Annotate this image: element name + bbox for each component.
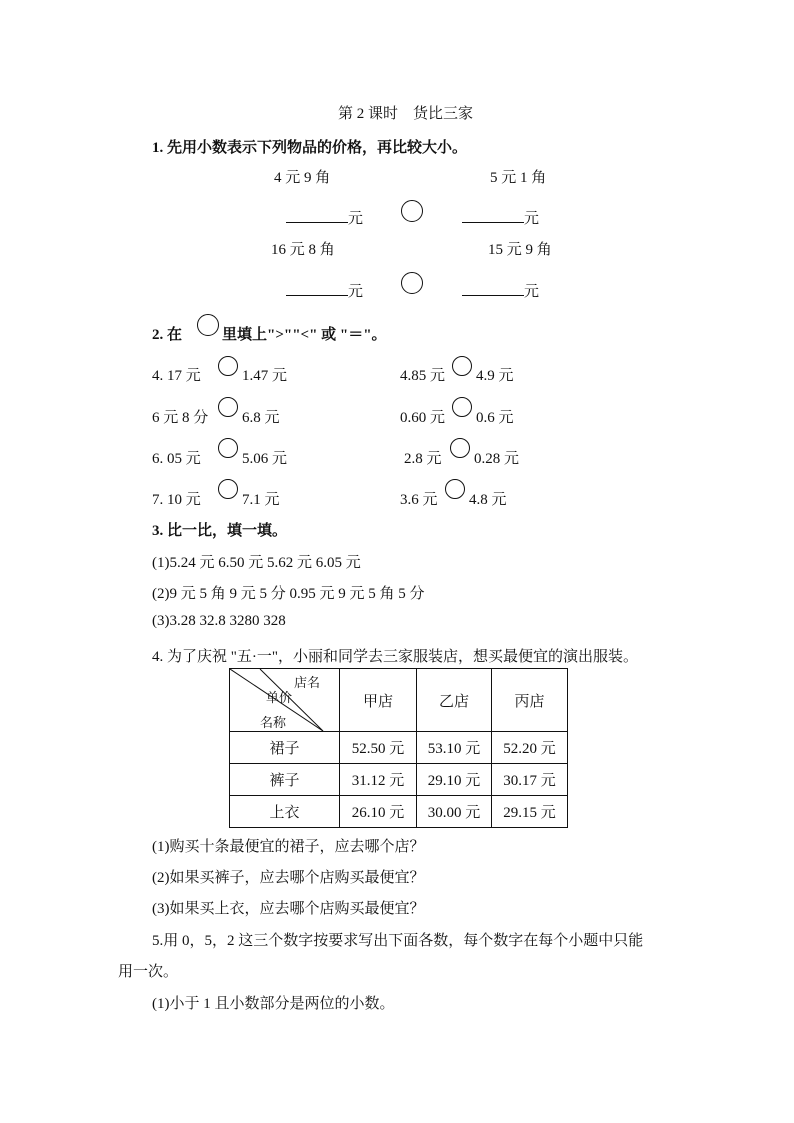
q2-item-3-circle[interactable] [218,397,238,417]
q2-item-7-right: 7.1 元 [242,492,280,508]
q2-item-7-left: 7. 10 元 [152,492,201,508]
table-cell: 26.10 元 [340,796,417,828]
q2-item-6-right: 0.28 元 [474,451,520,467]
column-header: 丙店 [492,669,568,732]
q1-row1-right-price: 5 元 1 角 [490,170,547,186]
q2-item-1-right: 1.47 元 [242,368,288,384]
q2-item-1-circle[interactable] [218,356,238,376]
unit-label: 元 [524,284,540,300]
q1-row1-left-price: 4 元 9 角 [274,170,331,186]
column-header: 甲店 [340,669,417,732]
header-item-label: 名称 [260,715,287,730]
q5-line-1: 5.用 0，5，2 这三个数字按要求写出下面各数，每个数字在每个小题中只能 [152,933,644,949]
q2-item-8-right: 4.8 元 [469,492,507,508]
table-cell: 53.10 元 [417,732,492,764]
answer-blank[interactable] [462,208,524,223]
q1-prompt: 1. 先用小数表示下列物品的价格，再比较大小。 [152,140,468,156]
header-price-label: 单价 [266,690,293,705]
q1-row1-right-answer[interactable] [462,207,539,228]
q2-item-3-left: 6 元 8 分 [152,410,209,426]
q2-item-6-circle[interactable] [450,438,470,458]
q2-item-3-right: 6.8 元 [242,410,280,426]
q3-line-2: (2)9 元 5 角 9 元 5 分 0.95 元 9 元 5 角 5 分 [152,586,425,602]
q2-prefix: 2. 在 [152,327,183,343]
table-cell: 52.20 元 [492,732,568,764]
header-shop-label: 店名 [294,675,321,690]
q2-item-4-left: 0.60 元 [400,410,446,426]
page-title: 第 2 课时 货比三家 [338,106,474,122]
table-cell: 29.10 元 [417,764,492,796]
answer-blank[interactable] [462,281,524,296]
unit-label: 元 [348,284,364,300]
q2-item-5-right: 5.06 元 [242,451,288,467]
row-name: 裤子 [230,764,340,796]
q2-item-6-left: 2.8 元 [404,451,442,467]
q4-question-1: (1)购买十条最便宜的裙子，应去哪个店？ [152,839,425,855]
unit-label: 元 [524,211,540,227]
answer-blank[interactable] [286,208,348,223]
q2-item-2-right: 4.9 元 [476,368,514,384]
column-header: 乙店 [417,669,492,732]
q1-row2-compare-circle[interactable] [401,272,423,294]
unit-label: 元 [348,211,364,227]
q3-prompt: 3. 比一比，填一填。 [152,523,288,539]
q3-line-1: (1)5.24 元 6.50 元 5.62 元 6.05 元 [152,555,361,571]
q2-item-7-circle[interactable] [218,479,238,499]
table-row [230,732,568,764]
q2-item-2-left: 4.85 元 [400,368,446,384]
table-cell: 31.12 元 [340,764,417,796]
q2-item-5-circle[interactable] [218,438,238,458]
answer-blank[interactable] [286,281,348,296]
diagonal-header-cell [230,669,340,732]
q4-prompt: 4. 为了庆祝 "五·一"，小丽和同学去三家服装店，想买最便宜的演出服装。 [152,649,638,665]
table-row [230,796,568,828]
table-cell: 30.00 元 [417,796,492,828]
q2-item-8-circle[interactable] [445,479,465,499]
q2-item-2-circle[interactable] [452,356,472,376]
price-table [229,668,568,828]
q5-sub-1: (1)小于 1 且小数部分是两位的小数。 [152,996,395,1012]
row-name: 上衣 [230,796,340,828]
q2-item-4-circle[interactable] [452,397,472,417]
q1-row1-compare-circle[interactable] [401,200,423,222]
q5-line-2: 用一次。 [118,964,179,980]
q1-row2-left-answer[interactable] [286,280,363,301]
table-cell: 29.15 元 [492,796,568,828]
q2-item-1-left: 4. 17 元 [152,368,201,384]
q3-line-3: (3)3.28 32.8 3280 328 [152,613,286,629]
q2-item-5-left: 6. 05 元 [152,451,201,467]
q2-item-4-right: 0.6 元 [476,410,514,426]
q1-row1-left-answer[interactable] [286,207,363,228]
q4-question-2: (2)如果买裤子，应去哪个店购买最便宜？ [152,870,425,886]
table-cell: 52.50 元 [340,732,417,764]
q1-row2-left-price: 16 元 8 角 [271,242,335,258]
q4-question-3: (3)如果买上衣，应去哪个店购买最便宜？ [152,901,425,917]
row-name: 裙子 [230,732,340,764]
q1-row2-right-answer[interactable] [462,280,539,301]
q2-suffix: 里填上">""<" 或 "＝"。 [222,327,387,343]
q2-example-circle [197,314,219,336]
table-cell: 30.17 元 [492,764,568,796]
q1-row2-right-price: 15 元 9 角 [488,242,552,258]
table-row [230,764,568,796]
q2-item-8-left: 3.6 元 [400,492,438,508]
